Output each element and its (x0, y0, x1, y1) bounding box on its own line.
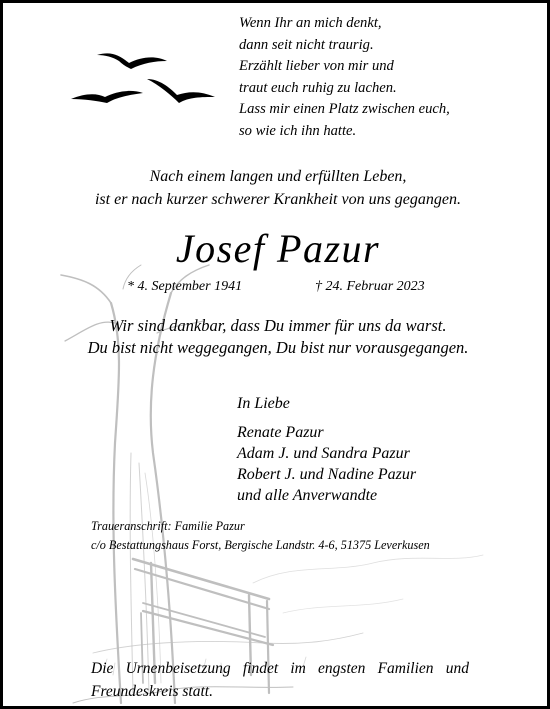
address-line: c/o Bestattungshaus Forst, Bergische Landstr. 4-6, 51375 Leverkusen (91, 538, 430, 552)
poem (239, 13, 539, 143)
poem-line: so wie ich ihn hatte. (239, 122, 357, 139)
death-date: † 24. Februar 2023 (315, 279, 425, 294)
address-line: Traueranschrift: Familie Pazur (91, 519, 245, 533)
intro-line: ist er nach kurzer schwerer Krankheit von uns gegangen. (94, 191, 461, 208)
deceased-name: Josef Pazur (175, 226, 381, 271)
family-member: Adam J. und Sandra Pazur (237, 445, 410, 462)
family-heading: In Liebe (237, 395, 290, 412)
burial-notice: Die Urnenbeisetzung findet im engsten Familien und Freundeskreis statt. (91, 660, 469, 700)
thanks-line: Wir sind dankbar, dass Du immer für uns da warst. (109, 316, 447, 335)
poem-line: dann seit nicht traurig. (239, 36, 374, 53)
family-member: Robert J. und Nadine Pazur (237, 466, 417, 483)
poem-line: traut euch ruhig zu lachen. (239, 79, 397, 96)
intro-line: Nach einem langen und erfüllten Leben, (149, 168, 407, 185)
poem-line: Lass mir einen Platz zwischen euch, (239, 101, 450, 118)
poem-line: Wenn Ihr an mich denkt, (239, 15, 382, 31)
family-member: Renate Pazur (237, 424, 324, 441)
family-signature (237, 393, 416, 506)
poem-line: Erzählt lieber von mir und (239, 58, 394, 75)
mourning-address (91, 517, 430, 555)
family-member: und alle Anverwandte (237, 487, 378, 504)
thanks-text (3, 315, 550, 359)
birds-icon (67, 49, 227, 119)
intro-text (3, 165, 550, 211)
birth-date: * 4. September 1941 (127, 279, 243, 294)
thanks-line: Du bist nicht weggegangen, Du bist nur vorausgegangen. (87, 338, 469, 357)
